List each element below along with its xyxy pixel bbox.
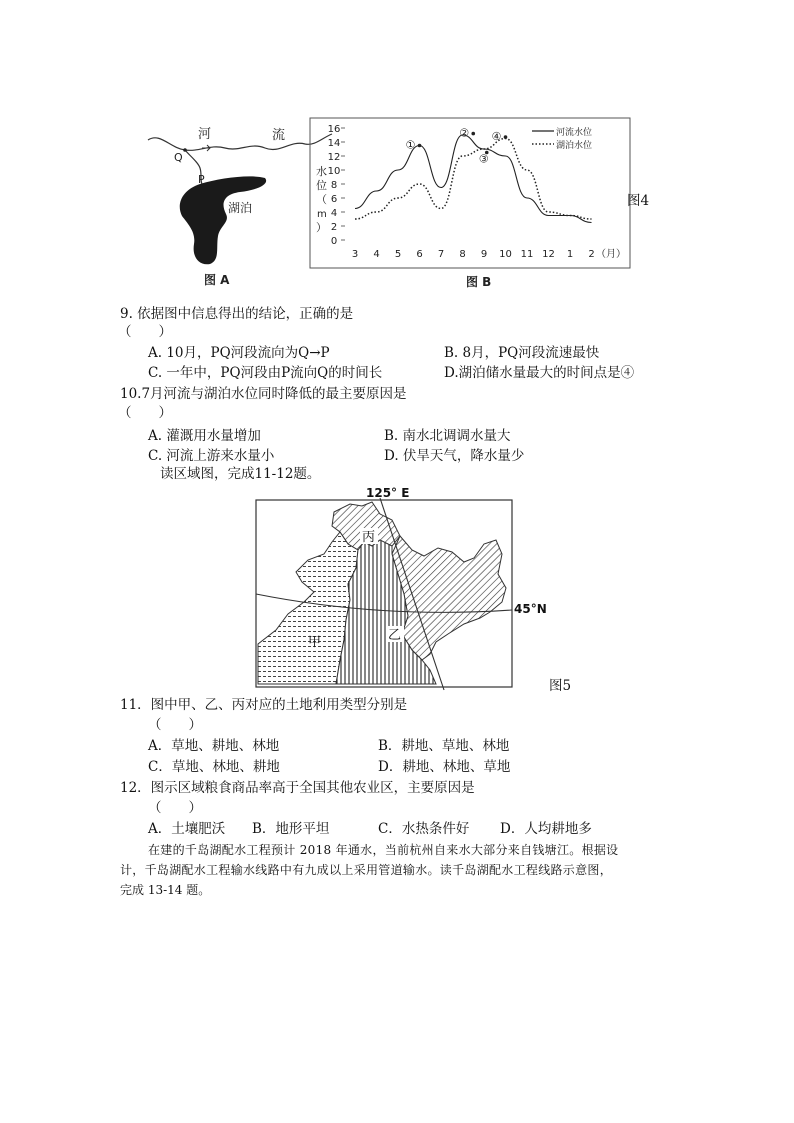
x-tick-label: 5 (394, 249, 402, 260)
map-a-label-lake: 湖泊 (228, 201, 253, 215)
q12-option-c: C．水热条件好 (378, 821, 470, 837)
q11-option-c: C．草地、林地、耕地 (148, 759, 280, 775)
annotation-point (471, 132, 475, 136)
label-jia: 甲 (308, 635, 322, 650)
flow-arrow-icon (202, 145, 210, 151)
passage-line-2: 计，千岛湖配水工程输水线路中有九成以上采用管道输水。读千岛湖配水工程线路示意图， (120, 863, 613, 877)
q11-option-d: D．耕地、林地、草地 (378, 759, 511, 775)
q9-paren: （ ） (118, 324, 172, 340)
y-tick-label: 4 (330, 208, 338, 219)
x-tick-label: 11 (520, 249, 534, 260)
y-tick-label: 6 (330, 194, 338, 205)
y-label-char-5: ） (316, 221, 327, 234)
x-tick-label: 12 (542, 249, 555, 260)
q11-stem: 11．图中甲、乙、丙对应的土地利用类型分别是 (120, 697, 408, 713)
x-unit-label: （月） (596, 249, 626, 260)
x-tick-label: 2 (588, 249, 595, 260)
q12-paren: （ ） (148, 800, 202, 816)
y-tick-label: 0 (330, 236, 338, 247)
q12-stem: 12．图示区域粮食商品率高于全国其他农业区，主要原因是 (120, 780, 475, 796)
legend-river-label: 河流水位 (556, 128, 593, 138)
figure-b-chart (310, 118, 630, 293)
passage-line-3: 完成 13-14 题。 (120, 883, 211, 897)
x-tick-label: 9 (480, 249, 488, 260)
label-bing: 丙 (362, 530, 376, 545)
map-a-label-he: 河 (198, 127, 212, 142)
q9-option-c: C. 一年中，PQ河段由P流向Q的时间长 (148, 365, 383, 381)
label-yi: 乙 (388, 628, 402, 643)
q12-option-a: A．土壤肥沃 (148, 821, 226, 837)
q10-stem: 10.7月河流与湖泊水位同时降低的最主要原因是 (120, 386, 407, 402)
q10-option-a: A. 灌溉用水量增加 (148, 428, 261, 444)
y-label-char-1: 水 (316, 165, 327, 178)
annotation-point (418, 144, 422, 148)
x-tick-label: 10 (499, 249, 512, 260)
x-tick-label: 3 (351, 249, 359, 260)
annotation-label: ③ (478, 152, 489, 166)
q9-option-b: B. 8月，PQ河段流速最快 (444, 345, 600, 361)
annotation-label: ① (405, 138, 416, 152)
q12-option-b: B．地形平坦 (252, 821, 330, 837)
q9-option-a: A. 10月，PQ河段流向为Q→P (148, 345, 330, 361)
figure-a-map (140, 118, 338, 287)
annotation-label: ④ (491, 130, 502, 144)
x-tick-label: 7 (437, 249, 445, 260)
x-tick-label: 6 (416, 249, 423, 260)
y-tick-label: 16 (327, 124, 341, 135)
figure-5-caption: 图5 (549, 678, 572, 694)
annotation-label: ② (459, 126, 470, 140)
y-axis (328, 124, 345, 247)
lat-label: 45°N (514, 602, 547, 616)
y-tick-label: 2 (330, 222, 338, 233)
x-tick-label: 4 (373, 249, 380, 260)
y-label-char-4: m (317, 209, 327, 220)
x-tick-label: 1 (566, 249, 574, 260)
figure-5-map (252, 484, 552, 692)
map-a-label-q: Q (174, 151, 183, 164)
figure-4-caption: 图4 (627, 193, 650, 209)
annotation-point (504, 135, 508, 139)
q11-option-a: A．草地、耕地、林地 (148, 738, 280, 754)
map-a-caption: 图 A (204, 273, 230, 287)
y-label-char-2: 位 (316, 179, 327, 192)
chart-b-caption: 图 B (466, 275, 492, 289)
lake-shape (180, 176, 266, 264)
x-axis (352, 249, 595, 260)
y-tick-label: 8 (330, 180, 338, 191)
q10-option-d: D. 伏旱天气，降水量少 (384, 448, 525, 464)
map-a-label-liu: 流 (272, 128, 286, 143)
x-tick-label: 8 (459, 249, 466, 260)
legend-lake-label: 湖泊水位 (556, 141, 593, 151)
map-a-label-p: P (198, 173, 205, 186)
y-tick-label: 12 (327, 152, 341, 163)
river-line (148, 134, 332, 150)
y-label-char-3: （ (316, 193, 327, 206)
q12-option-d: D．人均耕地多 (500, 821, 592, 837)
point-q-marker (183, 148, 187, 152)
q9-option-d: D.湖泊储水量最大的时间点是④ (444, 365, 635, 381)
y-tick-label: 10 (327, 166, 341, 177)
y-tick-label: 14 (327, 138, 341, 149)
lon-label: 125° E (366, 486, 410, 500)
annotation-layer (406, 127, 508, 166)
passage-line-1: 在建的千岛湖配水工程预计 2018 年通水，当前杭州自来水大部分来自钱塘江。根据设 (148, 843, 619, 857)
q10-option-c: C. 河流上游来水量小 (148, 448, 275, 464)
q11-option-b: B．耕地、草地、林地 (378, 738, 510, 754)
q9-stem: 9. 依据图中信息得出的结论，正确的是 (120, 306, 354, 322)
q10-option-b: B. 南水北调调水量大 (384, 428, 511, 444)
q11-paren: （ ） (148, 717, 202, 733)
q10-paren: （ ） (118, 405, 172, 421)
intro-11-12: 读区域图，完成11-12题。 (160, 466, 321, 482)
